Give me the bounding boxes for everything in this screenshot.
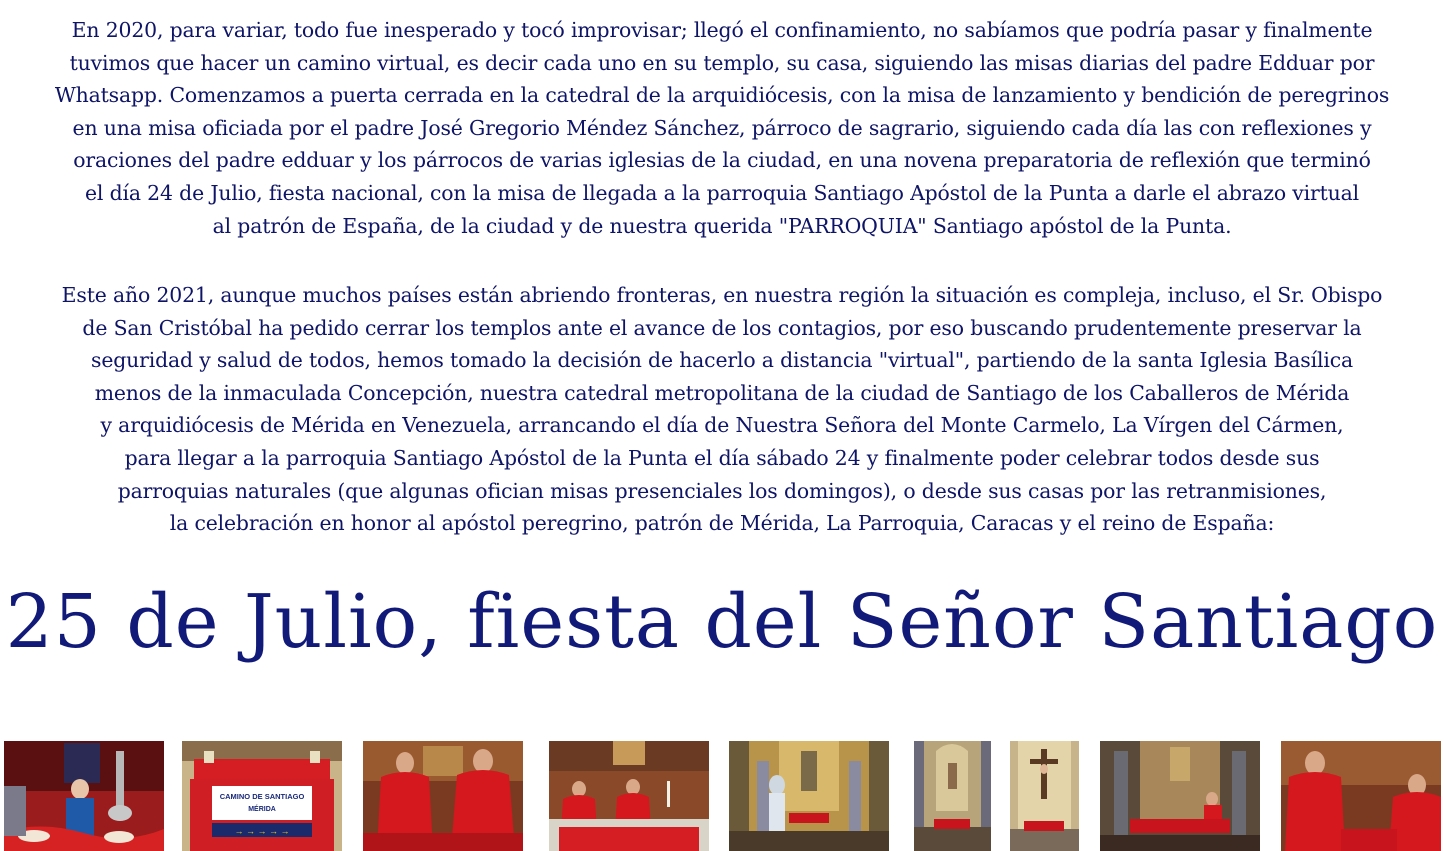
photo-church-nave[interactable] xyxy=(914,741,991,851)
paragraph-2021: Este año 2021, aunque muchos países están abriendo fronteras, en nuestra región la situación es compleja, incluso, el Sr. Obispo de San Cristóbal ha pedido cerrar los templos ante el avance de los contagios, por eso buscando prudentemente preservar la seguridad y salud de todos, hemos tomado la decisión de hacerlo a distancia "virtual", partiendo de la santa Iglesia Basílica menos de la inmaculada Concepción, nuestra catedral metropolitana de la ciudad de Santiago de los Caballeros de Mérida y arquidiócesis de Mérida en Venezuela, arrancando el día de Nuestra Señora del Monte Carmelo, La Vírgen del Cármen, para llegar a la parroquia Santiago Apóstol de la Punta el día sábado 24 y finalmente poder celebrar todos desde sus parroquias naturales (que algunas ofician misas presenciales los domingos), o desde sus casas por las retranmisiones, la celebración en honor al apóstol peregrino, patrón de Mérida, La Parroquia, Caracas y el reino de España: xyxy=(61,283,1383,536)
photo-mass-altar[interactable] xyxy=(549,741,709,851)
sign-text-line2: MÉRIDA xyxy=(248,806,276,813)
photo-camino-sign[interactable] xyxy=(182,741,342,851)
photo-sanctuary[interactable] xyxy=(1100,741,1260,851)
photo-cathedral-interior[interactable] xyxy=(729,741,889,851)
photo-priests-blessing[interactable] xyxy=(1281,741,1441,851)
paragraph-2020: En 2020, para variar, todo fue inesperado y tocó improvisar; llegó el confinamiento, no sabíamos que podría pasar y finalmente tuvimos que hacer un camino virtual, es decir cada uno en su templo, su casa, siguiendo las misas diarias del padre Edduar por Whatsapp. Comenzamos a puerta cerrada en la catedral de la arquidiócesis, con la misa de lanzamiento y bendición de peregrinos en una misa oficiada por el padre José Gregorio Méndez Sánchez, párroco de sagrario, siguiendo cada día las con reflexiones y oraciones del padre edduar y los párrocos de varias iglesias de la ciudad, en una novena preparatoria de reflexión que terminó el día 24 de Julio, fiesta nacional, con la misa de llegada a la parroquia Santiago Apóstol de la Punta a darle el abrazo virtual al patrón de España, de la ciudad y de nuestra querida "PARROQUIA" Santiago apóstol de la Punta. xyxy=(54,18,1390,238)
page-title: 25 de Julio, fiesta del Señor Santiago xyxy=(5,579,1439,665)
sign-text-line1: CAMINO DE SANTIAGO xyxy=(219,792,305,801)
sign-arrows: → → → → → xyxy=(234,826,290,836)
photo-saint-statue[interactable] xyxy=(4,741,164,851)
photo-two-priests[interactable] xyxy=(363,741,523,851)
photo-altar-crucifix[interactable] xyxy=(1010,741,1079,851)
